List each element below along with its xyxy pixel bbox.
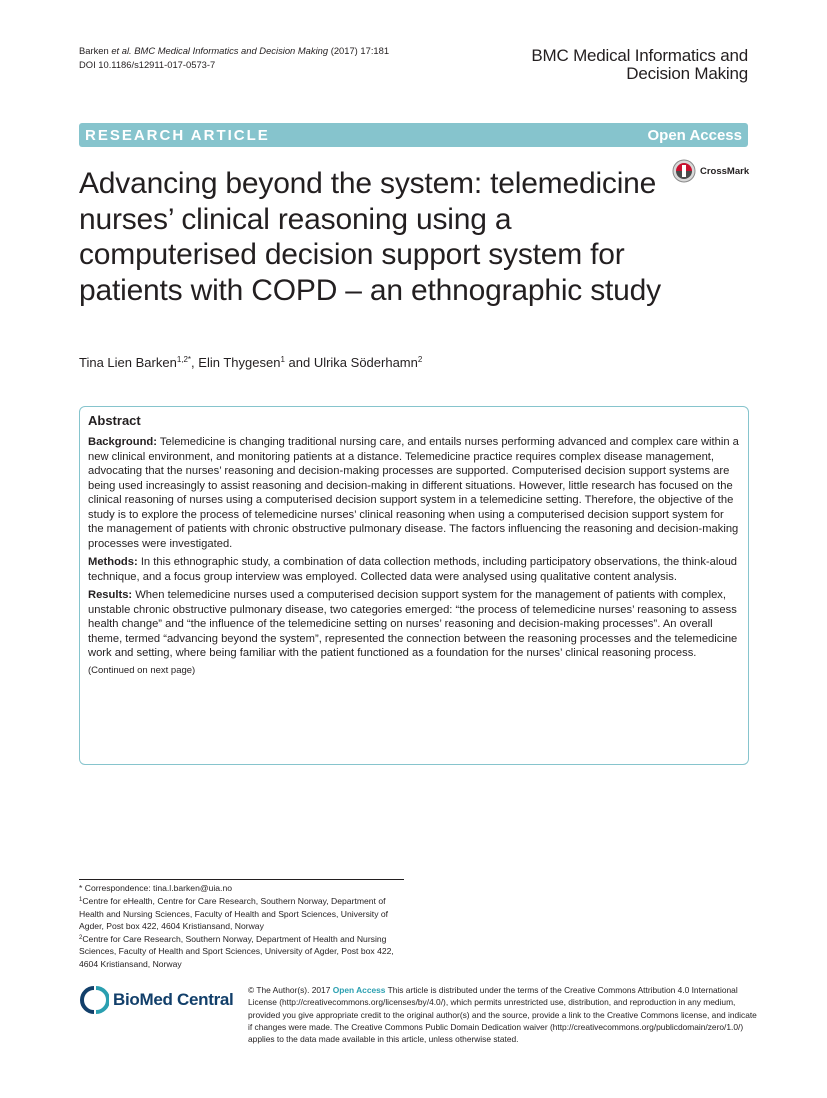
open-access-label: Open Access xyxy=(647,127,742,144)
crossmark-badge[interactable] xyxy=(672,159,752,187)
correspondence[interactable]: * Correspondence: tina.l.barken@uia.no xyxy=(79,883,233,893)
abstract-box xyxy=(79,406,749,765)
author-name: Tina Lien Barken xyxy=(79,355,177,370)
author-affiliation-sup: 2 xyxy=(417,355,423,364)
biomed-central-logo xyxy=(79,985,239,1017)
author-affiliation-sup: 1 xyxy=(280,355,285,364)
open-access-inline: Open Access xyxy=(332,985,386,995)
author-list: Tina Lien Barken$^{1,2*}$, Elin Thygesen$^1$ and Ulrika Söderhamn$^2$ xyxy=(79,355,423,370)
abstract-heading: Abstract xyxy=(88,413,141,428)
author-affiliation-sup: 1,2* xyxy=(176,355,192,364)
citation-line: Barken et al. BMC Medical Informatics and Decision Making (2017) 17:181 xyxy=(79,45,390,56)
author-name: Ulrika Söderhamn xyxy=(313,355,418,370)
article-type-banner xyxy=(79,123,748,147)
running-header xyxy=(79,44,389,72)
article-title: Advancing beyond the system: telemedicine nurses’ clinical reasoning using a computerised decision support system for patients with COPD – an ethnographic study xyxy=(79,167,661,307)
affiliation-2: $^2$Centre for Care Research, Southern Norway, Department of Health and Nursing Sciences, Faculty of Health and Sport Sciences, University of Agder, Post box 422, 4604 Kristiansand, Norway xyxy=(79,934,394,969)
affiliation-1: $^1$Centre for eHealth, Centre for Care Research, Southern Norway, Department of Health and Nursing Sciences, Faculty of Health and Sport Sciences, University of Agder, Post box 422, 4604 Kristiansand, Norway xyxy=(79,896,389,931)
biomed-central-logo-icon xyxy=(79,985,109,1015)
article-type-label: RESEARCH ARTICLE xyxy=(85,127,270,144)
publisher-name: BioMed Central xyxy=(113,990,234,1009)
license-statement: © The Author(s). 2017 Open Access This article is distributed under the terms of the Creative Commons Attribution 4.0 International License (http://creativecommons.org/licenses/by/4.0/), which permits unrestricted use, distribution, and reproduction in any medium, provided you give appropriate credit to the original author(s) and the source, provide a link to the Creative Commons license, and indicate if changes were made. The Creative Commons Public Domain Dedication waiver (http://creativecommons.org/publicdomain/zero/1.0/) applies to the data made available in this article, unless otherwise stated. xyxy=(248,985,757,1045)
journal-name-italic: BMC Medical Informatics and Decision Making xyxy=(134,45,329,56)
doi[interactable]: DOI 10.1186/s12911-017-0573-7 xyxy=(79,59,216,70)
author-name: Elin Thygesen xyxy=(198,355,281,370)
abstract-methods: Methods: In this ethnographic study, a combination of data collection methods, including participatory observations, the think-aloud technique, and a focus group interview was employed. Collected data were analysed using qualitative content analysis. xyxy=(88,556,738,583)
journal-logo-text: BMC Medical Informatics and Decision Making xyxy=(531,46,748,83)
abstract-background: Background: Telemedicine is changing traditional nursing care, and entails nurses performing advanced and complex care within a new clinical environment, and monitoring patients at a distance. Telemedicine practice requires complex disease management, advocating that the nurses’ reasoning and decision-making processes are supported. Computerised decision support systems are being used increasingly to assist reasoning and decision-making in different situations. However, little research has focused on the clinical reasoning of nurses using a computerised decision support system in a telemedicine setting. Therefore, the objective of the study is to explore the process of telemedicine nurses’ clinical reasoning when using a computerised decision support system for the management of patients with chronic obstructive pulmonary disease. The factors influencing the reasoning and decision-making processes were investigated. xyxy=(88,436,739,550)
crossmark-label: CrossMark xyxy=(700,166,750,177)
footnote-divider xyxy=(79,879,404,880)
abstract-results: Results: When telemedicine nurses used a computerised decision support system for the management of patients with complex, unstable chronic obstructive pulmonary disease, two categories emerged: “the process of telemedicine nurses’ reasoning to assess health change” and “the influence of the telemedicine setting on nurses’ reasoning and decision-making processes”. An overall theme, termed “advancing beyond the system”, represented the connection between the reasoning processes and the telemedicine work and setting, where being familiar with the patient functioned as a foundation for the nurses’ clinical reasoning process. xyxy=(88,589,738,659)
footnotes xyxy=(79,882,409,970)
continued-note: (Continued on next page) xyxy=(88,664,196,676)
